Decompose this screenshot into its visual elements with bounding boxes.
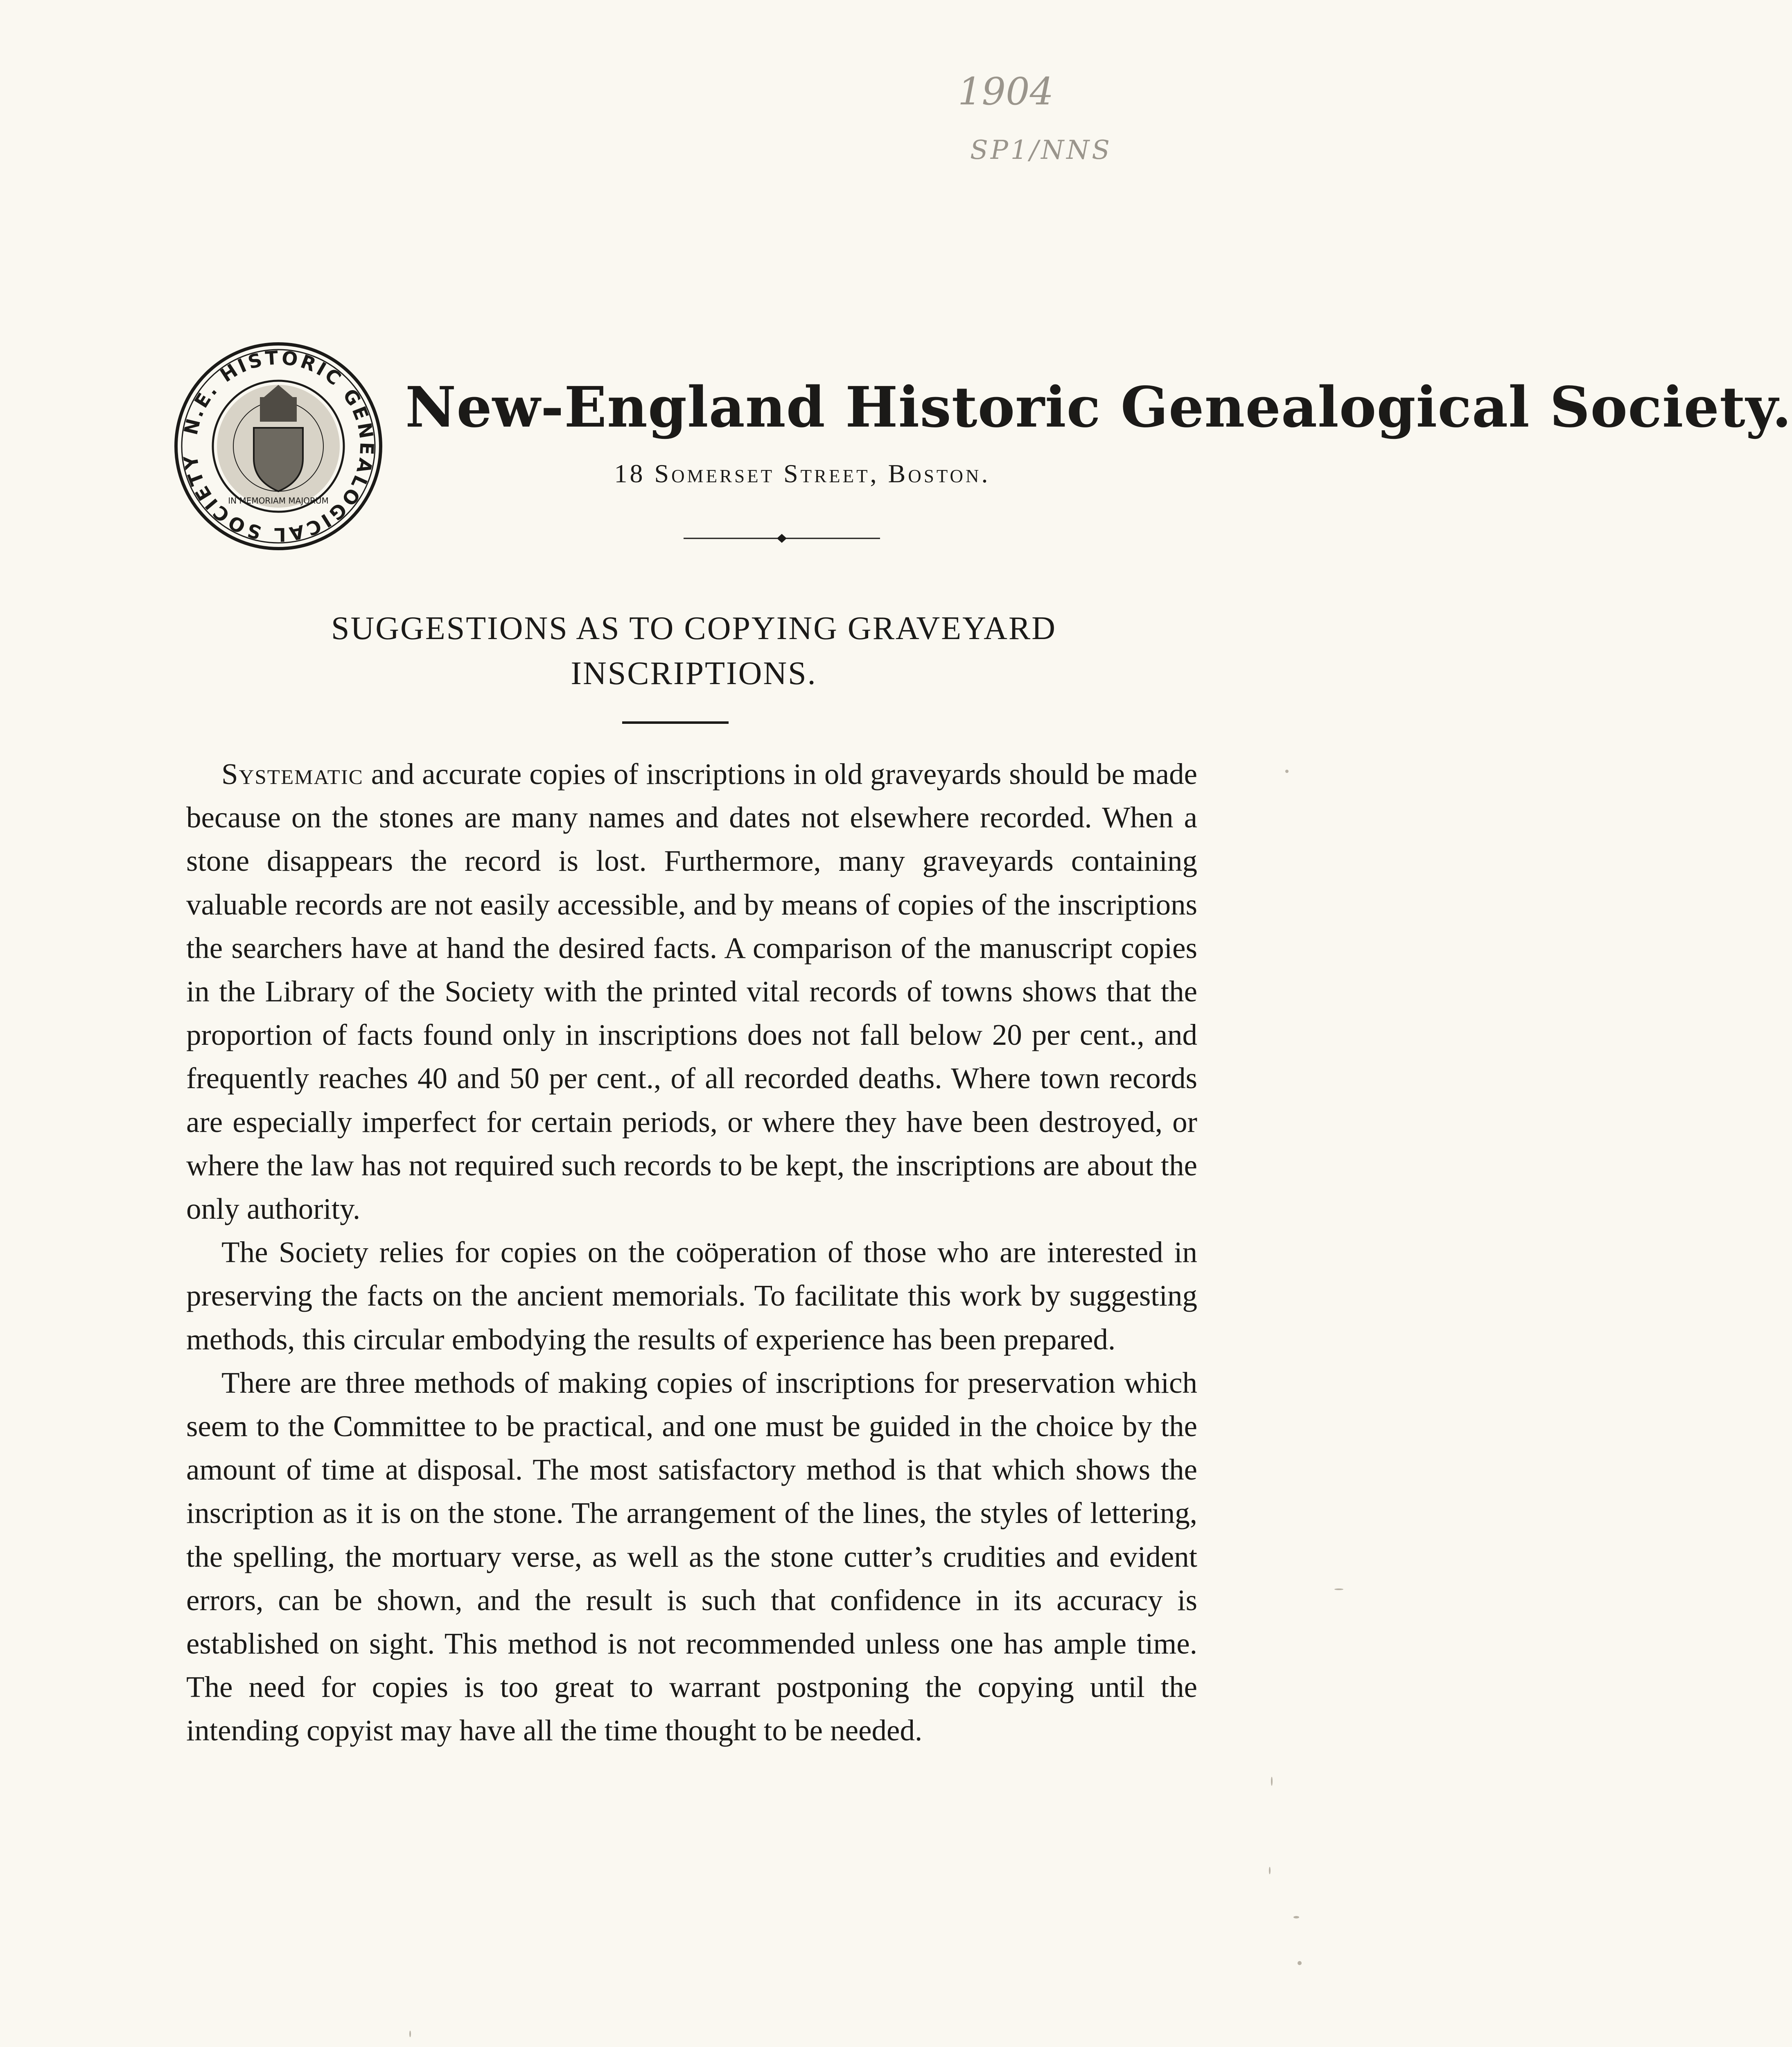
society-name: New-England Historic Genealogical Society. (405, 375, 1792, 440)
society-seal-icon (172, 340, 385, 553)
ornament-divider-icon (684, 532, 880, 545)
paper-speck (1298, 1961, 1302, 1965)
paper-speck (1285, 770, 1289, 773)
paper-speck (1293, 1916, 1299, 1918)
paragraph-1-lead-word: Systematic (221, 757, 363, 791)
document-title (123, 606, 1265, 696)
paper-speck (1334, 1588, 1343, 1590)
title-line-2: INSCRIPTIONS. (571, 655, 817, 691)
paper-speck (1271, 1777, 1273, 1786)
body-text (186, 752, 1197, 1753)
paragraph-3: There are three methods of making copies of inscriptions for preservation which seem to the Committee to be practical, and one must be guided in the choice by the amount of time at disposal. The most satisfactory method is that which shows the inscription as it is on the stone. The arrangement of the lines, the styles of lettering, the spelling, the mortuary verse, as well as the stone cutter’s crudities and evident errors, can be shown, and the result is such that confidence in its accuracy is established on sight. This method is not recommended unless one has ample time. The need for copies is too great to warrant postponing the copying until the intending copyist may have all the time thought to be needed. (186, 1366, 1197, 1747)
seal-ring-text: N.E. HISTORIC GENEALOGICAL SOCIETY (179, 346, 378, 546)
paragraph-1 (186, 752, 1197, 1231)
handwritten-note-year: 1904 (958, 70, 1054, 113)
title-rule (622, 721, 729, 724)
seal-inner-text: IN MEMORIAM MAJORUM (228, 496, 329, 506)
society-address: 18 Somerset Street, Boston. (614, 459, 991, 488)
paragraph-1-text: and accurate copies of inscriptions in old graveyards should be made because on the stones are many names and dates not elsewhere recorded. When a stone disappears the record is lost. Furthermore, many graveyards containing valuable records are not easily accessible, and by means of copies of the inscriptions the searchers have at hand the desired facts. A comparison of the manuscript copies in the Library of the Society with the printed vital records of towns shows that the proportion of facts found only in inscriptions does not fall below 20 per cent., and frequently reaches 40 and 50 per cent., of all recorded deaths. Where town records are especially imperfect for certain periods, or where they have been destroyed, or where the law has not required such records to be kept, the inscriptions are about the only authority. (186, 757, 1197, 1226)
paper-speck (409, 2031, 411, 2037)
handwritten-note-code: SP1/NNS (970, 135, 1113, 165)
paper-speck (1269, 1867, 1271, 1874)
paragraph-2: The Society relies for copies on the coöperation of those who are interested in preserving the facts on the ancient memorials. To facilitate this work by suggesting methods, this circular embodying the results of experience has been prepared. (186, 1236, 1197, 1356)
title-line-1: SUGGESTIONS AS TO COPYING GRAVEYARD (331, 610, 1056, 646)
